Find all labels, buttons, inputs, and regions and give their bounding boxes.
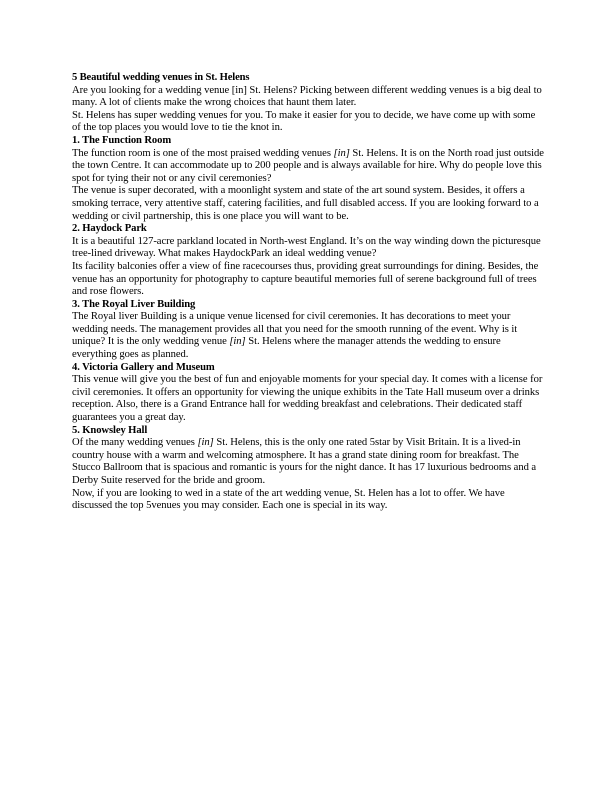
paragraph-text: It is a beautiful 127-acre parkland located in North-west England. It’s on the way winding down the picturesque tree-lined driveway. What makes HaydockPark an ideal wedding venue? bbox=[72, 235, 541, 260]
paragraph-text: St. Helens. It is on the North road just outside the town Centre. It can accommodate up to 200 people and is always available for hire. Why do people love this spot for tying their not or any civil ceremonies? bbox=[72, 147, 544, 184]
royal-liver-building-paragraph-1 bbox=[72, 311, 544, 361]
document-title: 5 Beautiful wedding venues in St. Helens bbox=[72, 72, 250, 83]
function-room-paragraph-1 bbox=[72, 148, 544, 186]
paragraph-text: Now, if you are looking to wed in a state of the art wedding venue, St. Helen has a lot to offer. We have discussed the top 5venues you may consider. Each one is special in its way. bbox=[72, 487, 505, 512]
section-heading-haydock-park: 2. Haydock Park bbox=[72, 223, 147, 235]
paragraph-text: Are you looking for a wedding venue [in] St. Helens? Picking between different wedding venues is a big deal to many. A lot of clients make the wrong choices that haunt them later. bbox=[72, 84, 542, 109]
paragraph-text: The venue is super decorated, with a moonlight system and state of the art sound system. Besides, it offers a smoking terrace, very attentive staff, catering facilities, and full disabled access. If you are looking forward to a wedding or civil partnership, this is one place you will want to be. bbox=[72, 185, 539, 222]
section-heading-function-room: 1. The Function Room bbox=[72, 134, 172, 146]
bracket-emphasis: [in] bbox=[197, 437, 214, 449]
paragraph-text: St. Helens has super wedding venues for you. To make it easier for you to decide, we have come up with some of the top places you would love to tie the knot in. bbox=[72, 109, 536, 134]
paragraph-text: St. Helens, this is the only one rated 5star by Visit Britain. It is a lived-in country house with a warm and welcoming atmosphere. It has a grand state dining room for breakfast. The Stucco Ballroom that is spacious and romantic is yours for the night dance. It has 17 luxurious bedrooms and a Derby Suite reserved for the bride and groom. bbox=[72, 437, 537, 486]
victoria-gallery-paragraph-1 bbox=[72, 374, 544, 424]
paragraph-text: The function room is one of the most praised wedding venues bbox=[72, 147, 334, 159]
bracket-emphasis: [in] bbox=[229, 336, 246, 348]
bracket-emphasis: [in] bbox=[333, 147, 350, 159]
section-heading-royal-liver-building: 3. The Royal Liver Building bbox=[72, 298, 196, 310]
conclusion-paragraph bbox=[72, 488, 544, 513]
paragraph-text: Its facility balconies offer a view of fine racecourses thus, providing great surroundings for dining. Besides, the venue has an opportunity for photography to capture beautiful memories full of serene background full of trees and rose flowers. bbox=[72, 260, 539, 298]
knowsley-hall-paragraph-1 bbox=[72, 437, 544, 487]
haydock-park-paragraph-1 bbox=[72, 236, 544, 261]
section-heading-knowsley-hall: 5. Knowsley Hall bbox=[72, 424, 148, 436]
intro-paragraph-1 bbox=[72, 85, 544, 110]
intro-paragraph-2 bbox=[72, 110, 544, 135]
function-room-paragraph-2 bbox=[72, 185, 544, 223]
paragraph-text: This venue will give you the best of fun and enjoyable moments for your special day. It comes with a license for civil ceremonies. It offers an opportunity for viewing the unique exhibits in the Tate Hall museum over a drinks reception. Also, there is a Grand Entrance hall for wedding breakfast and celebrations. Their dedicated staff guarantees you a great day. bbox=[72, 374, 543, 424]
paragraph-text: Of the many wedding venues bbox=[72, 437, 198, 449]
haydock-park-paragraph-2 bbox=[72, 261, 544, 299]
paragraph-text: St. Helens where the manager attends the wedding to ensure everything goes as planned. bbox=[72, 336, 501, 361]
document-page bbox=[72, 72, 544, 513]
section-heading-victoria-gallery: 4. Victoria Gallery and Museum bbox=[72, 361, 215, 373]
paragraph-text: The Royal liver Building is a unique venue licensed for civil ceremonies. It has decorations to meet your wedding needs. The management provides all that you need for the smooth running of the event. Why is it unique? It is the only wedding venue bbox=[72, 311, 518, 348]
